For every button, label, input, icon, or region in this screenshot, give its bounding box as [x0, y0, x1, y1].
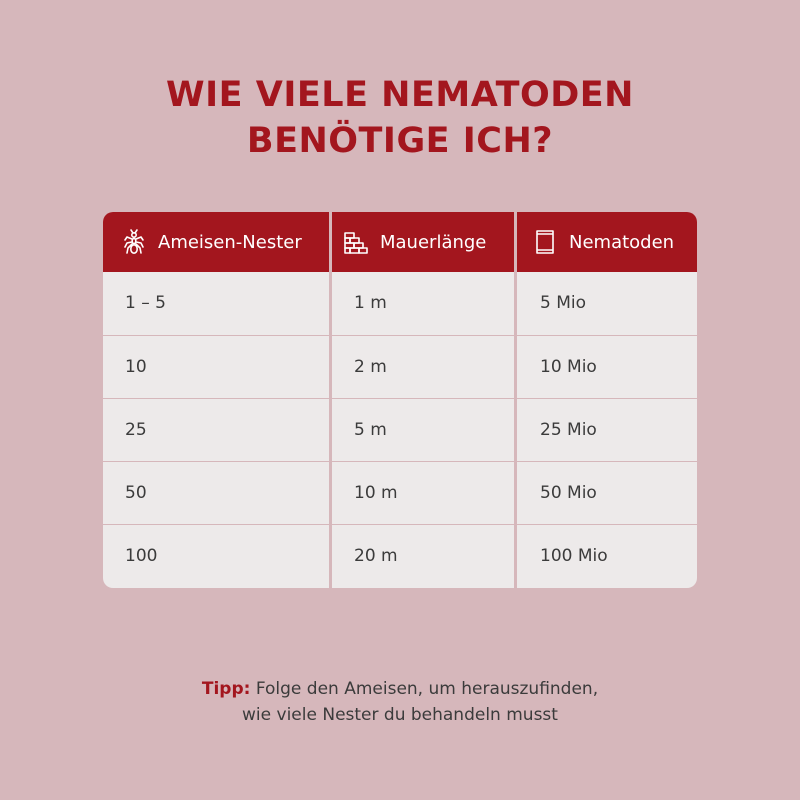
cell-nematoden: 5 Mio — [540, 293, 587, 313]
header-label: Mauerlänge — [380, 231, 487, 253]
cell-nematoden: 100 Mio — [540, 546, 608, 566]
cell-mauerlaenge: 1 m — [354, 293, 387, 313]
column-divider — [329, 212, 332, 588]
package-icon — [532, 228, 558, 256]
title-line-2: BENÖTIGE ICH? — [246, 121, 554, 161]
table-body — [103, 272, 697, 587]
tip-label: Tipp: — [201, 679, 251, 699]
cell-ameisen-nester: 100 — [125, 546, 158, 566]
brick-wall-icon — [343, 228, 369, 256]
title-line-1: WIE VIELE NEMATODEN — [166, 75, 634, 115]
table-row — [103, 524, 697, 587]
cell-mauerlaenge: 10 m — [354, 483, 398, 503]
column-divider — [514, 212, 517, 588]
cell-ameisen-nester: 10 — [125, 357, 147, 377]
cell-ameisen-nester: 1 – 5 — [125, 293, 166, 313]
cell-mauerlaenge: 5 m — [354, 420, 387, 440]
nematode-table — [103, 212, 697, 588]
header-label: Nematoden — [569, 231, 675, 253]
tip-line-1 — [0, 676, 800, 702]
cell-mauerlaenge: 2 m — [354, 357, 387, 377]
cell-mauerlaenge: 20 m — [354, 546, 398, 566]
cell-nematoden: 10 Mio — [540, 357, 597, 377]
header-ameisen-nester — [121, 212, 302, 272]
ant-icon — [121, 228, 147, 256]
page-title — [0, 72, 800, 164]
cell-ameisen-nester: 50 — [125, 483, 147, 503]
header-label: Ameisen-Nester — [158, 231, 302, 253]
table-row — [103, 335, 697, 398]
tip-sentence-1: Folge den Ameisen, um herauszufinden, — [255, 679, 599, 699]
table-row — [103, 272, 697, 335]
table-header — [103, 212, 697, 272]
header-nematoden — [532, 212, 674, 272]
table-row — [103, 398, 697, 461]
cell-nematoden: 50 Mio — [540, 483, 597, 503]
table-row — [103, 461, 697, 524]
header-mauerlaenge — [343, 212, 486, 272]
tip-text — [0, 676, 800, 728]
cell-nematoden: 25 Mio — [540, 420, 597, 440]
tip-line-2: wie viele Nester du behandeln musst — [242, 705, 558, 725]
cell-ameisen-nester: 25 — [125, 420, 147, 440]
